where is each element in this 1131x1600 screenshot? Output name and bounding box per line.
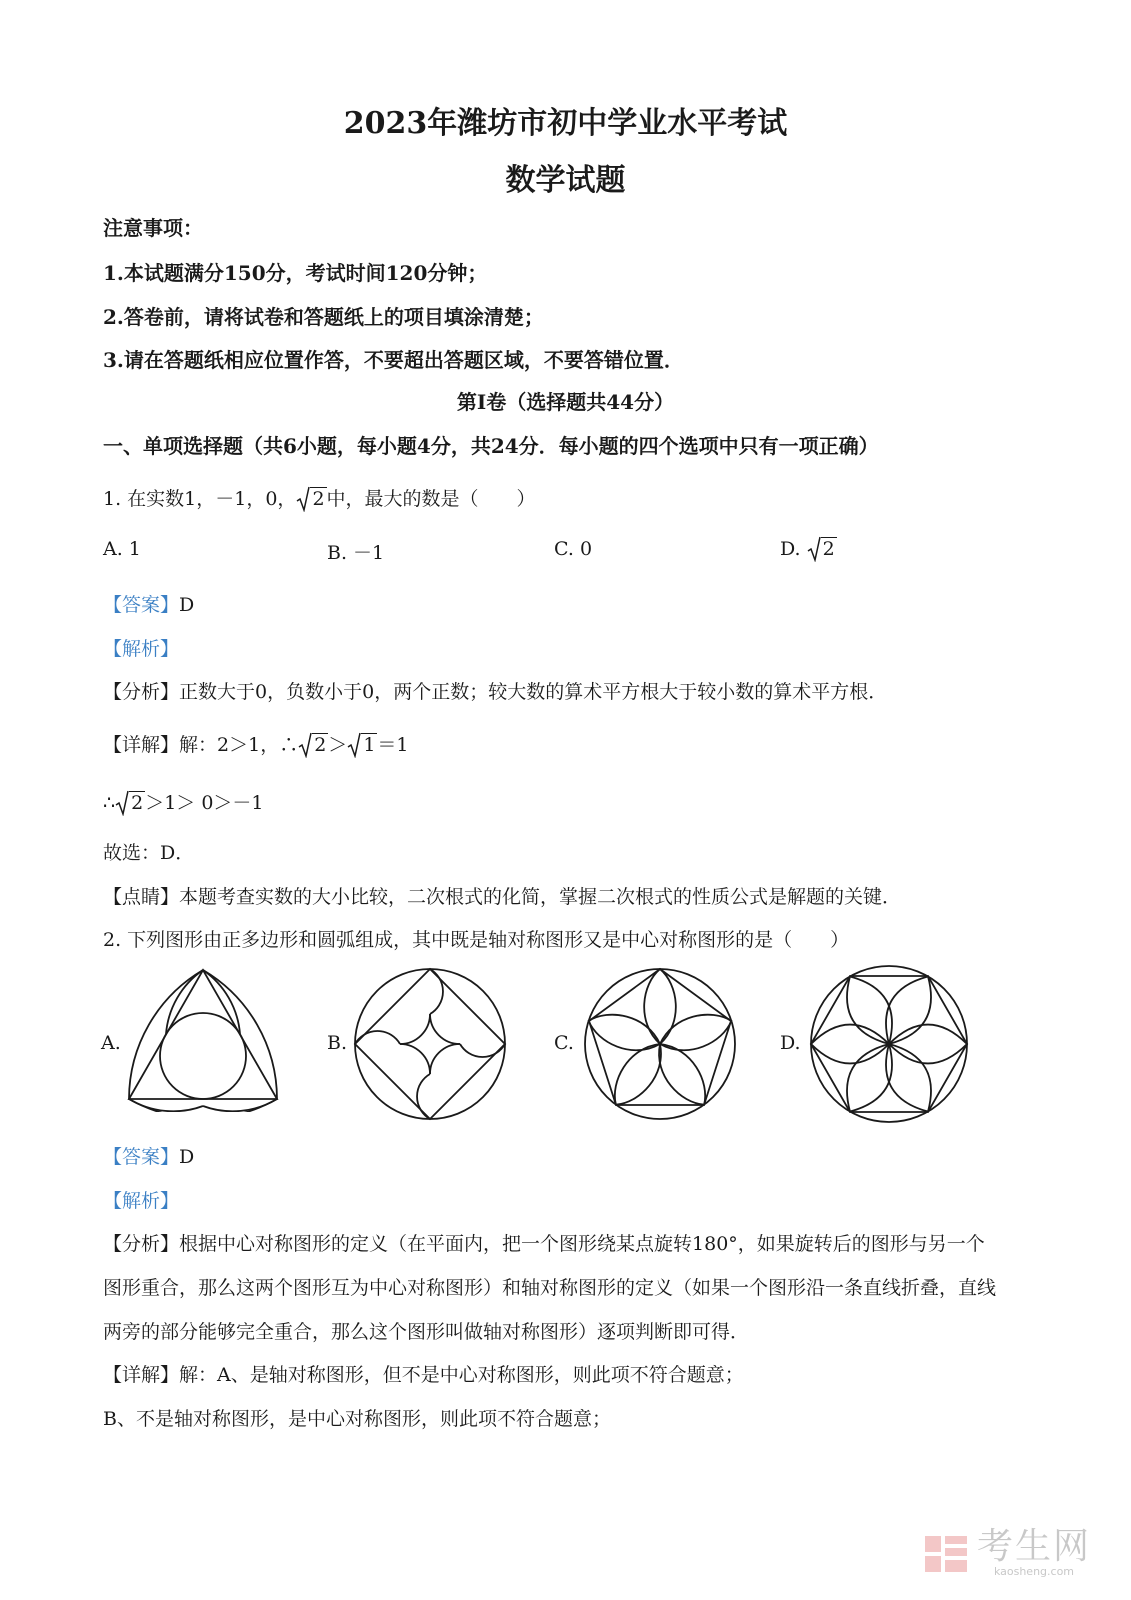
q1-comment: 【点睛】本题考查实数的大小比较，二次根式的化简，掌握二次根式的性质公式是解题的关键． <box>103 886 902 908</box>
q2-fenxi-line1: 【分析】根据中心对称图形的定义（在平面内，把一个图形绕某点旋转180°，如果旋转后的图形与另一个 <box>103 1233 985 1255</box>
q2-figure-a <box>125 966 281 1112</box>
q2-detail-b: B、不是轴对称图形，是中心对称图形，则此项不符合题意； <box>103 1408 611 1430</box>
notice-item-3: 3.请在答题纸相应位置作答，不要超出答题区域，不要答错位置． <box>103 348 684 372</box>
notice-item-2: 2.答卷前，请将试卷和答题纸上的项目填涂清楚； <box>103 305 544 329</box>
q1-choice: 故选：D． <box>103 842 195 864</box>
q2-figure-c <box>580 966 740 1122</box>
q2-label-b: B. <box>327 1032 348 1054</box>
notice-heading: 注意事项： <box>103 216 203 240</box>
watermark <box>923 1526 1091 1578</box>
q1-stem-before: 1. 在实数1，－1，0， <box>103 488 297 510</box>
watermark-domain: kaosheng.com <box>993 1565 1075 1578</box>
q1-detail: 【详解】解：2＞1，∴ 2 ＞ 1 ＝1 <box>103 734 409 756</box>
watermark-name: 考生网 <box>976 1526 1091 1567</box>
q2-label-d: D. <box>780 1032 801 1054</box>
q1-option-b: B. －1 <box>327 542 385 564</box>
q1-option-a: A. 1 <box>103 538 141 560</box>
q2-analysis-tag: 【解析】 <box>103 1190 180 1212</box>
section-heading: 一、单项选择题（共6小题，每小题4分，共24分．每小题的四个选项中只有一项正确） <box>103 434 879 458</box>
q1-fenxi: 【分析】正数大于0，负数小于0，两个正数；较大数的算术平方根大于较小数的算术平方根． <box>103 681 888 703</box>
notice-item-1: 1.本试题满分150分，考试时间120分钟； <box>103 261 488 285</box>
q2-fenxi-line3: 两旁的部分能够完全重合，那么这个图形叫做轴对称图形）逐项判断即可得． <box>103 1321 750 1343</box>
q1-stem-sqrt: 2 <box>296 488 326 510</box>
exam-subtitle: 数学试题 <box>505 163 626 198</box>
q2-label-a: A. <box>101 1032 121 1054</box>
q1-stem-after: 中，最大的数是（ ） <box>326 488 536 510</box>
q1-answer: 【答案】D <box>103 594 195 616</box>
q2-figure-b <box>352 966 508 1122</box>
q1-analysis-tag: 【解析】 <box>103 638 180 660</box>
q1-option-d: D. 2 <box>780 538 835 560</box>
q2-label-c: C. <box>554 1032 574 1054</box>
q2-fenxi-line2: 图形重合，那么这两个图形互为中心对称图形）和轴对称图形的定义（如果一个图形沿一条直线折叠，直线 <box>103 1277 997 1299</box>
exam-title: 2023年潍坊市初中学业水平考试 <box>343 106 788 141</box>
q2-stem: 2. 下列图形由正多边形和圆弧组成，其中既是轴对称图形又是中心对称图形的是（ ） <box>103 929 850 951</box>
q1-option-c: C. 0 <box>554 538 593 560</box>
q1-stem <box>103 484 536 511</box>
q2-answer: 【答案】D <box>103 1146 195 1168</box>
watermark-logo-icon <box>923 1534 969 1574</box>
q2-figure-d <box>806 964 972 1124</box>
q2-detail-a: 【详解】解：A、是轴对称图形，但不是中心对称图形，则此项不符合题意； <box>103 1364 744 1386</box>
q1-detail-line2: ∴ 2 ＞1＞ 0＞－1 <box>103 792 264 814</box>
volume-heading: 第I卷（选择题共44分） <box>456 390 675 414</box>
